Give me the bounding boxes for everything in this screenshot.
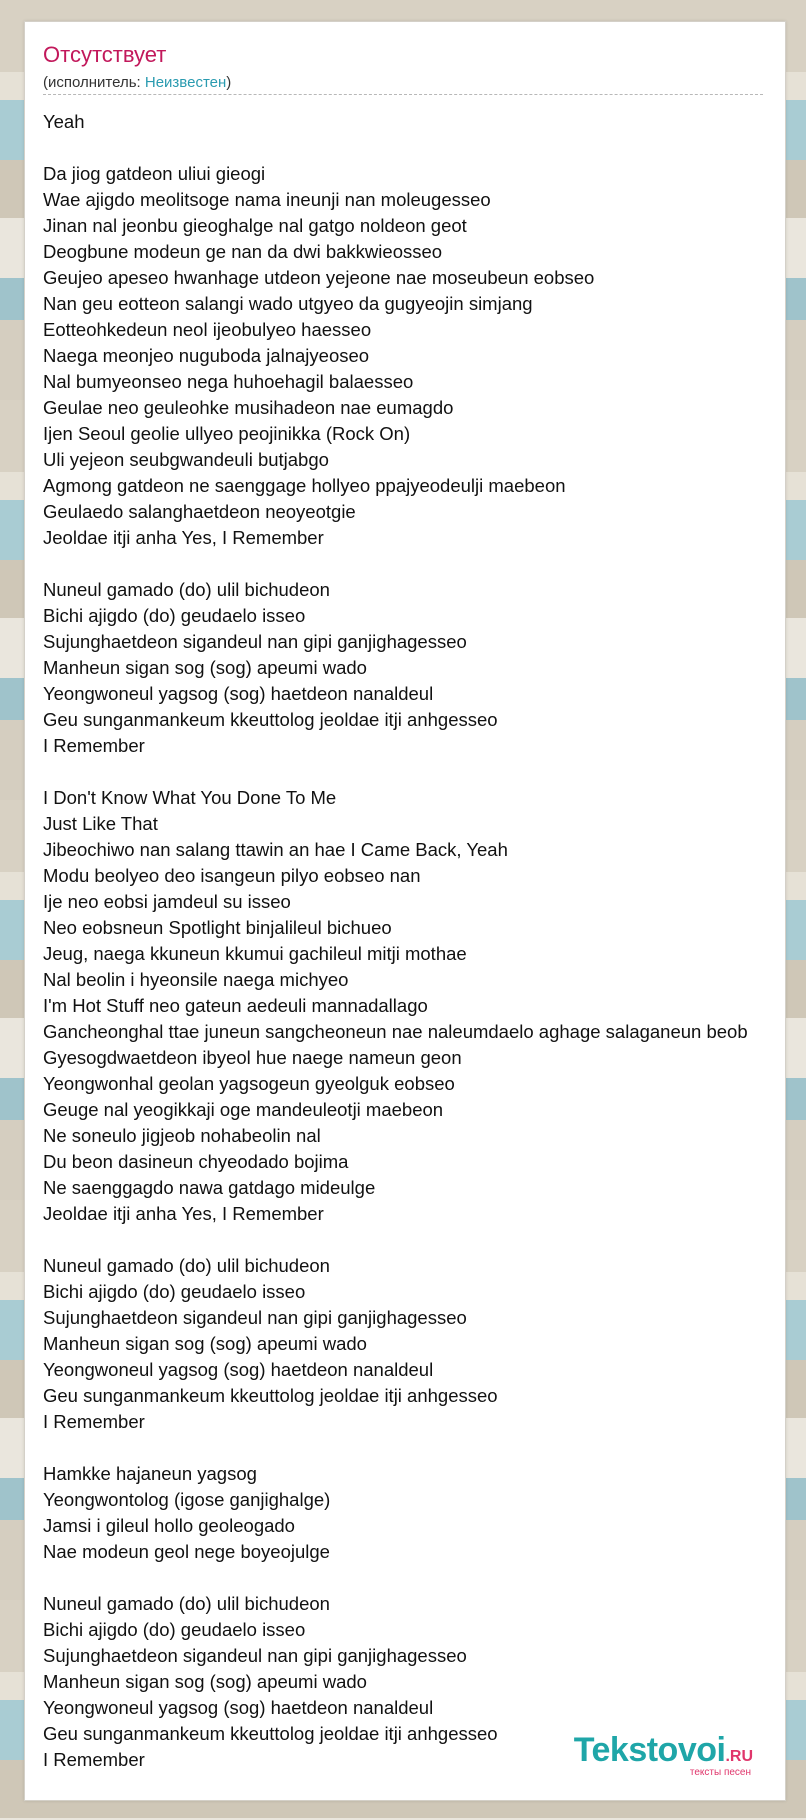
- artist-suffix: ): [226, 74, 232, 91]
- lyric-line: Modu beolyeo deo isangeun pilyo eobseo nan: [43, 865, 421, 886]
- lyric-line: Jibeochiwo nan salang ttawin an hae I Came Back, Yeah: [43, 839, 508, 860]
- lyric-line: Bichi ajigdo (do) geudaelo isseo: [43, 1619, 306, 1640]
- logo-name: Tekstovoi: [573, 1731, 726, 1769]
- lyric-line: Geuge nal yeogikkaji oge mandeuleotji maebeon: [43, 1099, 444, 1120]
- lyric-line: I Remember: [43, 1411, 145, 1432]
- lyric-line: I'm Hot Stuff neo gateun aedeuli mannadallago: [43, 995, 428, 1016]
- lyric-line: I Remember: [43, 735, 145, 756]
- lyric-line: Deogbune modeun ge nan da dwi bakkwieosseo: [43, 241, 443, 262]
- lyric-line: Sujunghaetdeon sigandeul nan gipi ganjighagesseo: [43, 1307, 467, 1328]
- lyric-line: Geulaedo salanghaetdeon neoyeotgie: [43, 501, 356, 522]
- stanza-break: [43, 1565, 748, 1591]
- lyric-line: Ne saenggagdo nawa gatdago mideulge: [43, 1177, 376, 1198]
- lyric-line: Hamkke hajaneun yagsog: [43, 1463, 257, 1484]
- lyric-line: Nae modeun geol nege boyeojulge: [43, 1541, 330, 1562]
- lyric-line: Nan geu eotteon salangi wado utgyeo da gugyeojin simjang: [43, 293, 533, 314]
- lyric-line: Ne soneulo jigjeob nohabeolin nal: [43, 1125, 321, 1146]
- stanza-break: [43, 1435, 748, 1461]
- lyric-line: Nuneul gamado (do) ulil bichudeon: [43, 579, 330, 600]
- lyric-line: Yeongwontolog (igose ganjighalge): [43, 1489, 331, 1510]
- lyric-line: Geu sunganmankeum kkeuttolog jeoldae itji anhgesseo: [43, 1385, 498, 1406]
- lyric-line: Manheun sigan sog (sog) apeumi wado: [43, 1333, 367, 1354]
- lyric-line: Nal bumyeonseo nega huhoehagil balaesseo: [43, 371, 414, 392]
- lyric-line: Nal beolin i hyeonsile naega michyeo: [43, 969, 349, 990]
- header-divider: [43, 94, 763, 95]
- lyric-line: Gancheonghal ttae juneun sangcheoneun nae naleumdaelo aghage salaganeun beob: [43, 1021, 748, 1042]
- lyric-line: Geu sunganmankeum kkeuttolog jeoldae itji anhgesseo: [43, 1723, 498, 1744]
- lyric-line: Eotteohkedeun neol ijeobulyeo haesseo: [43, 319, 372, 340]
- lyric-line: Bichi ajigdo (do) geudaelo isseo: [43, 1281, 306, 1302]
- logo-tld: .RU: [725, 1748, 753, 1765]
- lyric-line: Yeongwoneul yagsog (sog) haetdeon nanaldeul: [43, 683, 434, 704]
- lyric-line: Neo eobsneun Spotlight binjalileul bichueo: [43, 917, 392, 938]
- stanza-break: [43, 551, 748, 577]
- lyric-line: Yeah: [43, 111, 85, 132]
- lyric-line: I Remember: [43, 1749, 145, 1770]
- lyric-line: Jeoldae itji anha Yes, I Remember: [43, 527, 324, 548]
- lyric-line: Yeongwoneul yagsog (sog) haetdeon nanaldeul: [43, 1359, 434, 1380]
- lyric-line: Nuneul gamado (do) ulil bichudeon: [43, 1255, 330, 1276]
- lyric-line: Yeongwoneul yagsog (sog) haetdeon nanaldeul: [43, 1697, 434, 1718]
- lyric-line: Just Like That: [43, 813, 158, 834]
- song-title: Отсутствует: [43, 42, 167, 67]
- lyric-line: Da jiog gatdeon uliui gieogi: [43, 163, 266, 184]
- lyric-line: Nuneul gamado (do) ulil bichudeon: [43, 1593, 330, 1614]
- stanza-break: [43, 1227, 748, 1253]
- lyric-line: Geu sunganmankeum kkeuttolog jeoldae itji anhgesseo: [43, 709, 498, 730]
- lyric-line: Geujeo apeseo hwanhage utdeon yejeone nae moseubeun eobseo: [43, 267, 595, 288]
- lyric-line: Manheun sigan sog (sog) apeumi wado: [43, 1671, 367, 1692]
- lyric-line: Bichi ajigdo (do) geudaelo isseo: [43, 605, 306, 626]
- site-logo[interactable]: [574, 1733, 753, 1778]
- lyric-line: Geulae neo geuleohke musihadeon nae eumagdo: [43, 397, 454, 418]
- stanza-break: [43, 135, 748, 161]
- lyric-line: Sujunghaetdeon sigandeul nan gipi ganjighagesseo: [43, 631, 467, 652]
- lyric-line: Jinan nal jeonbu gieoghalge nal gatgo noldeon geot: [43, 215, 467, 236]
- lyric-line: Uli yejeon seubgwandeuli butjabgo: [43, 449, 329, 470]
- lyric-line: Jeug, naega kkuneun kkumui gachileul mitji mothae: [43, 943, 467, 964]
- lyric-line: Manheun sigan sog (sog) apeumi wado: [43, 657, 367, 678]
- stanza-break: [43, 759, 748, 785]
- lyrics-text: [43, 109, 748, 1773]
- lyric-line: I Don't Know What You Done To Me: [43, 787, 337, 808]
- lyric-line: Yeongwonhal geolan yagsogeun gyeolguk eobseo: [43, 1073, 455, 1094]
- lyric-line: Agmong gatdeon ne saenggage hollyeo ppajyeodeulji maebeon: [43, 475, 566, 496]
- lyric-line: Ijen Seoul geolie ullyeo peojinikka (Rock On): [43, 423, 411, 444]
- lyric-line: Wae ajigdo meolitsoge nama ineunji nan moleugesseo: [43, 189, 491, 210]
- lyric-line: Jeoldae itji anha Yes, I Remember: [43, 1203, 324, 1224]
- artist-prefix: (исполнитель:: [43, 74, 145, 91]
- lyric-line: Du beon dasineun chyeodado bojima: [43, 1151, 349, 1172]
- lyric-line: Gyesogdwaetdeon ibyeol hue naege nameun geon: [43, 1047, 462, 1068]
- lyric-line: Ije neo eobsi jamdeul su isseo: [43, 891, 291, 912]
- artist-link[interactable]: Неизвестен: [144, 74, 227, 91]
- artist-line: [43, 75, 231, 90]
- lyric-line: Sujunghaetdeon sigandeul nan gipi ganjighagesseo: [43, 1645, 467, 1666]
- lyric-line: Naega meonjeo nuguboda jalnajyeoseo: [43, 345, 370, 366]
- lyric-line: Jamsi i gileul hollo geoleogado: [43, 1515, 295, 1536]
- lyrics-card: [24, 21, 786, 1801]
- logo-tagline: тексты песен: [689, 1767, 751, 1778]
